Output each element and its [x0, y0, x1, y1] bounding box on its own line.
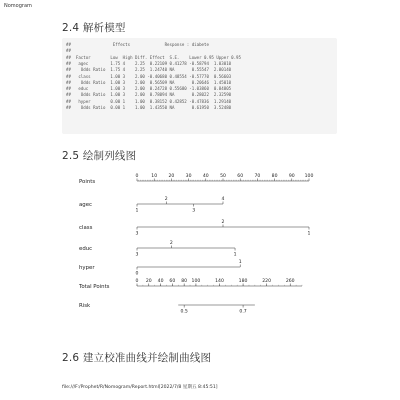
- points-tick-label: 60: [237, 174, 244, 179]
- variable-tick-label: 2: [164, 197, 168, 202]
- risk-tick-label: 0.5: [180, 309, 188, 315]
- points-tick-label: 50: [220, 174, 226, 179]
- section-title-nomogram: 2.5 绘制列线图: [62, 150, 137, 162]
- nomogram-row-label: Points: [79, 179, 96, 185]
- points-tick-label: 100: [304, 174, 314, 179]
- code-line: ## Odds Ratio 0.00 1 1.00 1.43550 NA 0.61950 3.52480: [66, 105, 232, 110]
- points-tick-label: 0: [135, 174, 139, 179]
- code-line: ## educ 1.00 3 2.00 0.24728 0.55680 -1.03860 0.84805: [66, 86, 232, 92]
- total-tick-label: 20: [145, 279, 152, 284]
- section-title-model: 2.4 解析模型: [62, 22, 126, 34]
- total-tick-label: 40: [157, 279, 164, 284]
- code-line: ## Odds Ratio 1.75 4 2.25 1.24740 NA 0.55547 2.80140: [66, 67, 232, 73]
- variable-tick-label: 3: [192, 208, 196, 214]
- code-line: ## agec 1.75 4 2.25 0.22109 0.41278 -0.58794 1.03010: [66, 60, 232, 66]
- total-tick-label: 60: [169, 279, 176, 284]
- points-tick-label: 80: [271, 174, 278, 179]
- points-tick-label: 90: [288, 174, 295, 179]
- nomogram-row-label: agec: [79, 202, 93, 208]
- nomogram-row-label: hyper: [79, 265, 95, 271]
- total-tick-label: 80: [181, 279, 188, 284]
- code-line: ## Effects Response : diabete: [66, 42, 209, 47]
- total-tick-label: 100: [191, 279, 201, 284]
- section-title-calibration: 2.6 建立校准曲线并绘制曲线图: [62, 352, 212, 364]
- points-tick-label: 40: [202, 174, 209, 179]
- code-line: ##: [66, 48, 71, 54]
- code-line: ## Odds Ratio 1.00 3 2.00 0.56509 NA 0.20646 1.45010: [66, 79, 232, 85]
- variable-tick-label: 2: [221, 220, 225, 225]
- footer-path: file:///F:/Prophet/R/Nomogram/Report.html[2022/7/8 星期五 8:45:51]: [62, 385, 218, 390]
- code-line: ## class 1.00 3 2.00 -0.40680 0.48554 -0.57770 0.56603: [66, 73, 232, 79]
- nomogram-row-label: Total Points: [79, 284, 110, 290]
- variable-tick-label: 3: [135, 231, 139, 237]
- points-tick-label: 20: [168, 174, 175, 179]
- total-tick-label: 180: [238, 279, 248, 284]
- variable-tick-label: 3: [135, 252, 139, 258]
- app-name: Nomogram: [4, 3, 32, 9]
- risk-tick-label: 0.7: [239, 309, 247, 315]
- variable-tick-label: 1: [307, 231, 311, 237]
- nomogram-row-label: class: [79, 225, 93, 231]
- total-tick-label: 260: [285, 279, 295, 284]
- points-tick-label: 30: [185, 174, 192, 179]
- total-tick-label: 140: [215, 279, 224, 284]
- code-line: ## Factor Low High Diff. Effect S.E. Lower 0.95 Upper 0.95: [66, 54, 241, 60]
- nomogram-row-label: Risk: [79, 303, 91, 309]
- nomogram-row-label: educ: [79, 246, 93, 252]
- total-tick-label: 0: [135, 279, 139, 284]
- variable-tick-label: 1: [233, 252, 237, 258]
- code-line: ## Odds Ratio 1.00 3 2.00 0.78094 NA 0.28022 2.32590: [66, 92, 232, 98]
- variable-tick-label: 1: [135, 208, 139, 214]
- points-tick-label: 10: [151, 174, 158, 179]
- points-tick-label: 70: [254, 174, 261, 179]
- variable-tick-label: 4: [221, 197, 225, 202]
- variable-tick-label: 1: [238, 260, 242, 265]
- variable-tick-label: 2: [169, 241, 173, 246]
- total-tick-label: 220: [262, 279, 272, 284]
- variable-tick-label: 0: [135, 271, 139, 277]
- code-line: ## hyper 0.00 1 1.00 0.38152 0.42852 -0.47836 1.29140: [66, 98, 232, 104]
